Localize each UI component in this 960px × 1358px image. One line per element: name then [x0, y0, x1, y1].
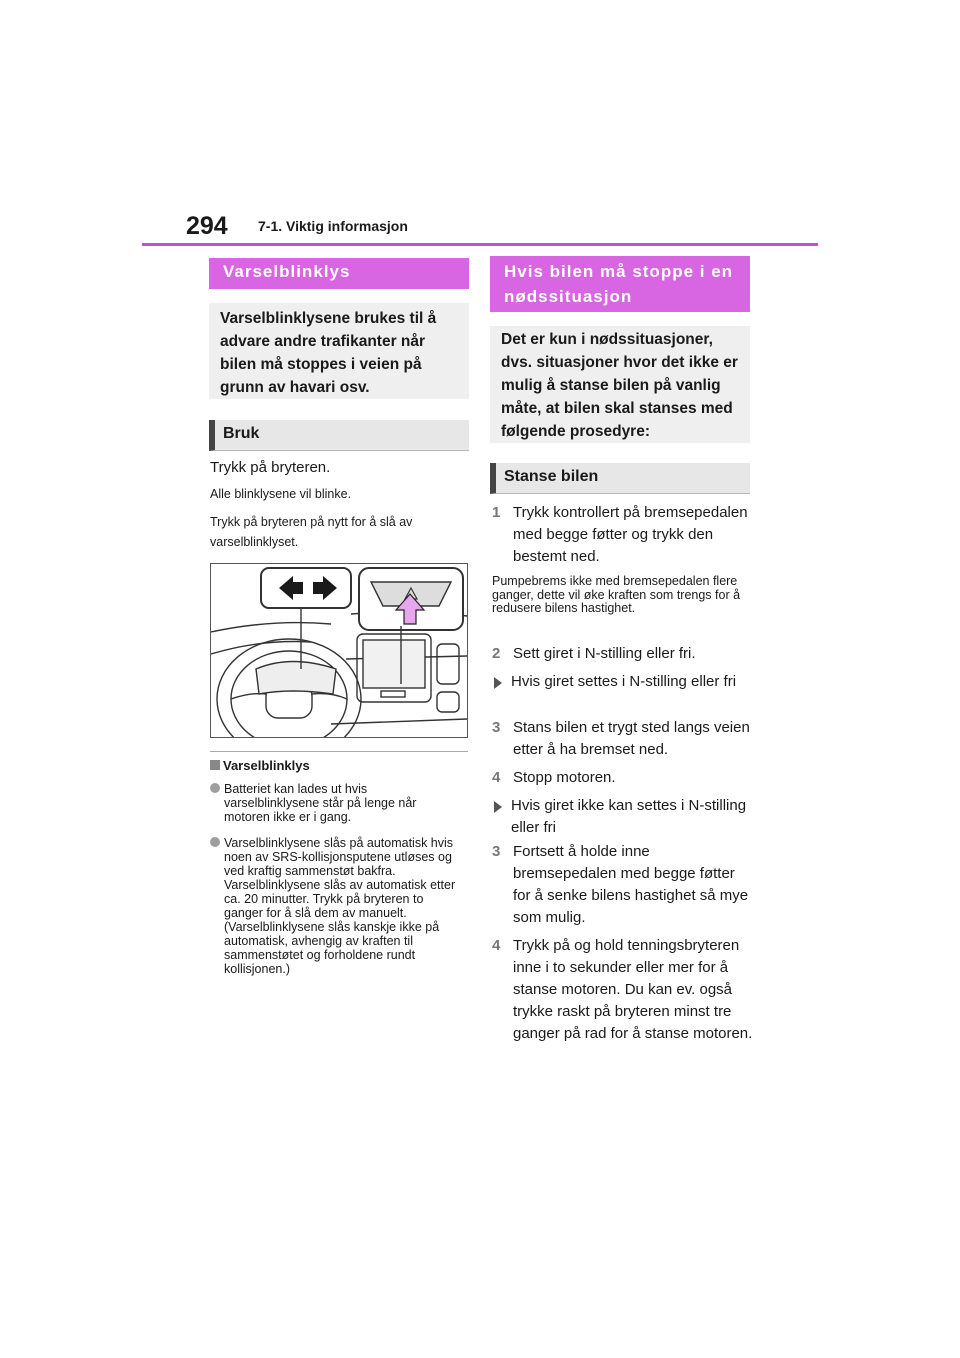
bullet-icon [210, 783, 220, 793]
dashboard-drawing [211, 564, 467, 737]
left-note-1: Alle blinklysene vil blinke. [210, 487, 352, 501]
left-intro-box: Varselblinklysene brukes til å advare andre trafikanter når bilen må stoppes i veien på grunn av havari osv. [209, 303, 469, 399]
left-subheading: Bruk [209, 420, 469, 451]
notes-heading [210, 758, 468, 773]
triangle-bullet-icon [494, 677, 502, 689]
bullet-icon [210, 837, 220, 847]
header-rule [142, 243, 818, 246]
left-title: Varselblinklys [209, 258, 469, 289]
left-note-2: Trykk på bryteren på nytt for å slå av varselblinklyset. [210, 515, 413, 549]
right-intro-box: Det er kun i nødssituasjoner, dvs. situasjoner hvor det ikke er mulig å stanse bilen på vanlig måte, at bilen skal stanses med følgende prosedyre: [490, 326, 750, 443]
page-number: 294 [186, 212, 228, 240]
right-title: Hvis bilen må stoppe i en nødssituasjon [490, 256, 750, 312]
left-instruction: Trykk på bryteren. [210, 459, 331, 476]
square-bullet-icon [210, 760, 220, 770]
step-1-note: Pumpebrems ikke med bremsepedalen flere ganger, dette vil øke kraften som trengs for å redusere bilens hastighet. [492, 574, 741, 615]
notes-heading-text: Varselblinklys [223, 758, 310, 773]
section-title: 7-1. Viktig informasjon [258, 218, 408, 234]
triangle-bullet-icon [494, 801, 502, 813]
notes-divider [210, 751, 468, 752]
right-subheading: Stanse bilen [490, 463, 750, 494]
dashboard-illustration [210, 563, 468, 738]
